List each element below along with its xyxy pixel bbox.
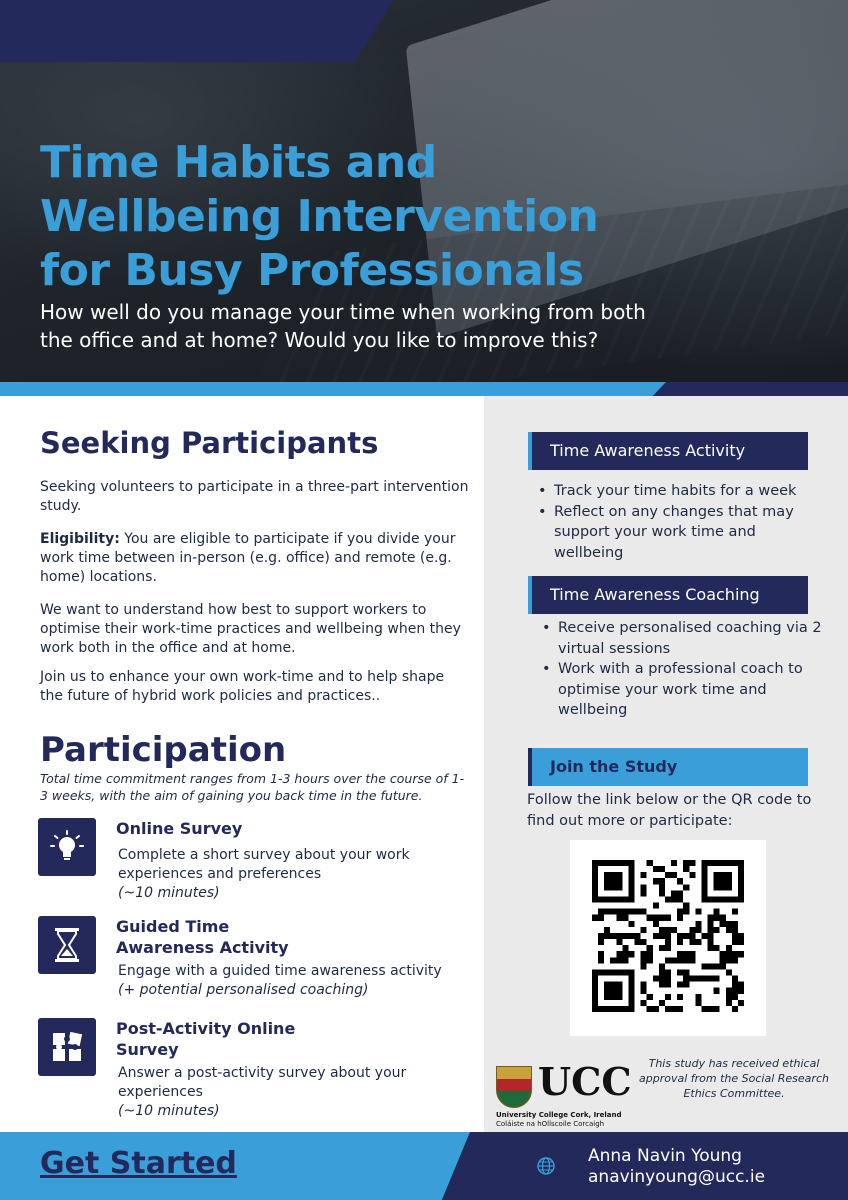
hero-navy-tab — [0, 0, 394, 62]
step-body-post-survey — [118, 1064, 468, 1121]
step-title-line: Post-Activity Online — [116, 1019, 296, 1038]
seeking-heading: Seeking Participants — [40, 426, 379, 460]
hero-subtitle-line: How well do you manage your time when working from both — [40, 300, 646, 324]
ucc-name-irish: Coláiste na hOllscoile Corcaigh — [496, 1120, 605, 1128]
coaching-list — [558, 618, 828, 721]
hero-title-line: Wellbeing Intervention — [40, 191, 599, 242]
hero-banner — [0, 0, 848, 396]
hero-subtitle-line: the office and at home? Would you like to improve this? — [40, 328, 599, 352]
step-title-online-survey: Online Survey — [116, 819, 243, 838]
join-paragraph: Join us to enhance your own work-time and to help shape the future of hybrid work policies and practices.. — [40, 669, 445, 704]
step-description: Engage with a guided time awareness activity — [118, 963, 442, 979]
step-duration: (~10 minutes) — [118, 885, 220, 901]
contact-name: Anna Navin Young — [588, 1146, 742, 1166]
hero-title-line: Time Habits and — [40, 137, 437, 188]
step-title-guided-activity — [116, 916, 289, 958]
eligibility-paragraph — [40, 530, 470, 587]
join-study-text: Follow the link below or the QR code to find out more or participate: — [527, 792, 812, 829]
get-started-link[interactable]: Get Started — [40, 1146, 237, 1181]
understand-paragraph: We want to understand how best to support workers to optimise their work-time practices and wellbeing when they work both in the office and at home. — [40, 602, 461, 656]
ucc-logo — [496, 1058, 632, 1128]
step-title-post-survey — [116, 1018, 295, 1060]
list-item: • Receive personalised coaching via 2 virtual sessions — [558, 618, 828, 659]
ucc-wordmark: UCC — [538, 1059, 632, 1104]
right-column — [484, 396, 848, 1132]
ethics-statement: This study has received ethical approval from the Social Research Ethics Committee. — [639, 1057, 829, 1100]
ucc-crest-icon — [496, 1066, 532, 1108]
step-title-line: Guided Time — [116, 917, 230, 936]
lightbulb-icon — [38, 818, 96, 876]
hero-subtitle — [40, 298, 740, 354]
join-study-heading: Join the Study — [528, 748, 808, 786]
qr-code-graphic — [592, 860, 744, 1012]
eligibility-label: Eligibility: — [40, 531, 120, 547]
step-body-guided-activity — [118, 962, 468, 1000]
step-title-line: Survey — [116, 1040, 179, 1059]
activity-heading: Time Awareness Activity — [528, 432, 808, 470]
hourglass-icon — [38, 916, 96, 974]
step-title-line: Awareness Activity — [116, 938, 289, 957]
step-description: Answer a post-activity survey about your experiences — [118, 1065, 407, 1100]
list-item: • Reflect on any changes that may support your work time and wellbeing — [554, 502, 824, 564]
seeking-intro: Seeking volunteers to participate in a three-part intervention study. — [40, 479, 469, 514]
list-item: • Work with a professional coach to optimise your work time and wellbeing — [558, 659, 828, 721]
step-body-online-survey — [118, 846, 468, 903]
hero-divider-blue — [0, 382, 666, 396]
participation-heading: Participation — [40, 730, 287, 770]
step-description: Complete a short survey about your work experiences and preferences — [118, 847, 410, 882]
hero-title — [40, 136, 660, 298]
activity-list — [554, 481, 824, 563]
left-column — [0, 396, 484, 1132]
qr-code[interactable] — [570, 840, 766, 1036]
step-duration: (~10 minutes) — [118, 1103, 220, 1119]
participation-note: Total time commitment ranges from 1-3 hours over the course of 1-3 weeks, with the aim of gaining you back time in the future. — [40, 771, 465, 803]
step-detail: (+ potential personalised coaching) — [118, 982, 369, 998]
eligibility-text: You are eligible to participate if you divide your work time between in-person (e.g. office) and remote (e.g. home) locations. — [40, 531, 456, 585]
hero-title-line: for Busy Professionals — [40, 245, 584, 296]
contact-email[interactable]: anavinyoung@ucc.ie — [588, 1167, 766, 1187]
puzzle-icon — [38, 1018, 96, 1076]
globe-icon — [536, 1156, 556, 1176]
coaching-heading: Time Awareness Coaching — [528, 576, 808, 614]
ucc-name-english: University College Cork, Ireland — [496, 1111, 622, 1119]
list-item: • Track your time habits for a week — [554, 481, 824, 502]
